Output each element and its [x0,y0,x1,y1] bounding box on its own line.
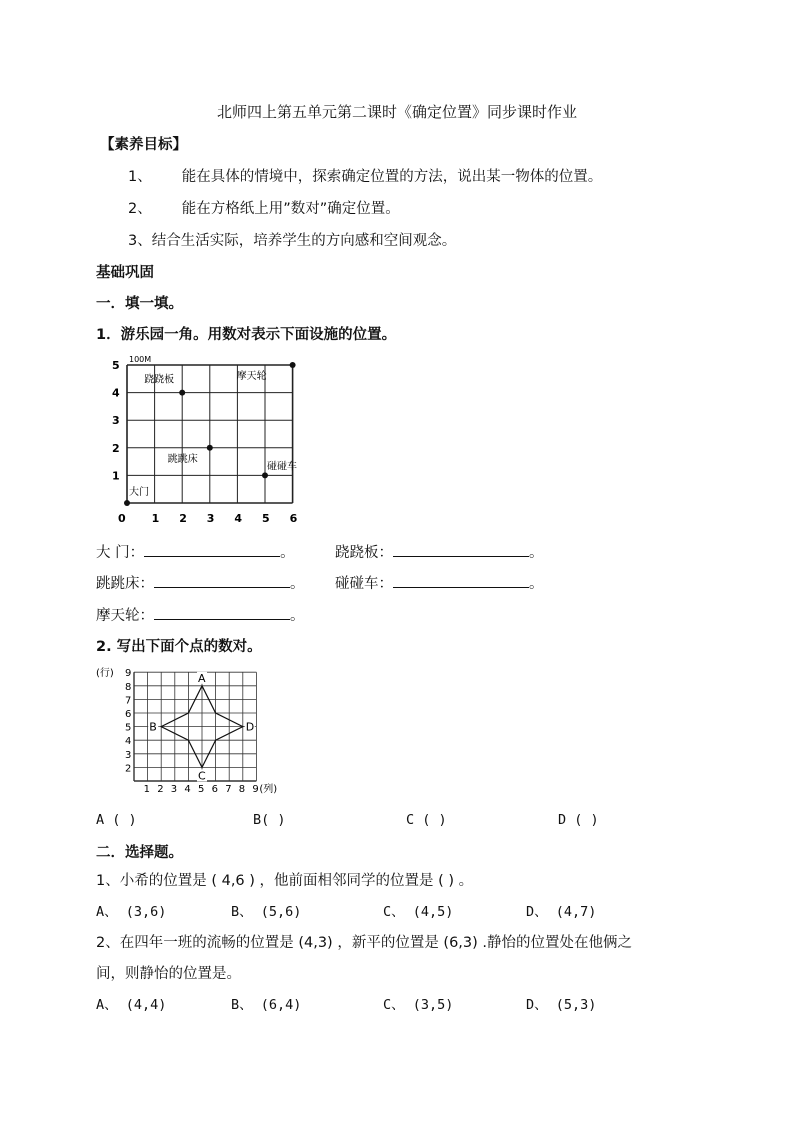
y-tick-label: 5 [125,722,132,734]
answer-blank[interactable] [154,605,290,620]
y-tick-label: 6 [125,709,132,720]
point-marker [179,390,185,396]
choice-q1-option-b[interactable]: B、 (5,6) [231,904,302,920]
point-label: A [198,671,206,685]
choice-q2-text-line2: 间，则静怡的位置是。 [96,966,241,982]
col-axis-label: (列) [259,784,278,795]
choice-q1-option-c[interactable]: C、 (4,5) [383,904,454,920]
answer-a: A ( ) [96,812,137,828]
part1-heading: 一．填一填。 [96,296,183,312]
x-tick-label: 1 [143,784,150,795]
y-tick-label: 4 [112,386,120,400]
answer-blank[interactable] [154,573,290,588]
y-tick-label: 2 [112,441,120,455]
goal-item-1 [128,165,602,186]
answer-bumper-car: 碰碰车： 。 [335,572,544,593]
point-marker [290,362,296,368]
row-axis-label: (行) [96,668,114,680]
y-tick-label: 4 [125,736,132,748]
scale-label: 100M [129,355,152,364]
q1-text: 1．游乐园一角。用数对表示下面设施的位置。 [96,327,397,343]
point-marker [207,445,213,451]
x-tick-label: 5 [262,512,270,525]
goal-text: 能在方格纸上用”数对”确定位置。 [181,201,400,217]
x-tick-label: 7 [225,784,232,795]
x-tick-label: 2 [179,512,187,525]
y-tick-label: 1 [112,469,120,483]
answer-blank[interactable] [144,542,280,557]
goal-text: 能在具体的情境中，探索确定位置的方法，说出某一物体的位置。 [181,169,603,185]
choice-q2-option-a[interactable]: A、 (4,4) [96,997,167,1013]
y-tick-label: 3 [125,749,132,761]
answer-seesaw: 跷跷板： 。 [335,541,544,562]
choice-q2-option-b[interactable]: B、 (6,4) [231,997,302,1013]
x-tick-label: 6 [211,784,218,795]
answer-ferris-wheel: 摩天轮： 。 [96,604,305,625]
y-tick-label: 5 [112,359,120,372]
point-label: 跷跷板 [144,374,175,386]
part2-heading: 二．选择题。 [96,845,183,861]
choice-q2-text-line1: 2、在四年一班的流畅的位置是 (4,3) ，新平的位置是 (6,3) .静怡的位置处在他俩之 [96,935,633,951]
x-tick-label: 6 [289,512,298,525]
point-label: 大门 [129,487,149,498]
point-label: C [198,769,206,783]
answer-gate: 大 门： 。 [96,541,295,562]
point-marker [262,472,268,478]
answer-blank[interactable] [393,542,529,557]
document-title: 北师四上第五单元第二课时《确定位置》同步课时作业 [216,103,577,121]
x-tick-label: 8 [238,784,246,795]
choice-q2-option-d[interactable]: D、 (5,3) [526,997,597,1013]
choice-q1-option-d[interactable]: D、 (4,7) [526,904,597,920]
x-tick-label: 4 [184,784,191,795]
goal-item-3: 3、结合生活实际，培养学生的方向感和空间观念。 [128,233,457,249]
answer-blank[interactable] [393,573,529,588]
y-tick-label: 8 [125,681,132,693]
x-tick-label: 0 [118,512,126,525]
star-grid [94,661,294,801]
x-tick-label: 1 [151,512,160,525]
y-tick-label: 3 [112,414,120,428]
goals-heading: 【素养目标】 [100,137,187,153]
x-tick-label: 9 [252,784,259,795]
y-tick-label: 2 [125,763,132,775]
goal-item-2 [128,197,400,218]
q2-text: 2. 写出下面个点的数对。 [96,639,262,655]
choice-q1-option-a[interactable]: A、 (3,6) [96,904,167,920]
y-tick-label: 7 [125,695,132,707]
answer-d: D ( ) [558,812,599,828]
answer-b: B( ) [253,812,286,828]
choice-q2-option-c[interactable]: C、 (3,5) [383,997,454,1013]
point-label: D [245,720,255,734]
point-label: 碰碰车 [267,461,297,473]
point-label: 摩天轮 [236,371,267,382]
point-label: B [149,720,157,734]
section-basic: 基础巩固 [96,265,154,281]
x-tick-label: 4 [234,512,243,525]
x-tick-label: 3 [170,784,178,795]
answer-trampoline: 跳跳床： 。 [96,572,305,593]
park-grid [100,352,320,530]
goal-num: 2、 [128,201,152,217]
choice-q1-text: 1、小希的位置是 ( 4,6 ) ，他前面相邻同学的位置是 ( ) 。 [96,873,474,889]
answer-c: C ( ) [406,812,447,828]
y-tick-label: 9 [125,668,132,680]
point-label: 跳跳床 [167,453,198,465]
x-tick-label: 5 [198,784,205,795]
goal-num: 1、 [128,169,152,185]
point-marker [124,500,130,506]
x-tick-label: 3 [206,512,215,525]
x-tick-label: 2 [157,784,164,795]
